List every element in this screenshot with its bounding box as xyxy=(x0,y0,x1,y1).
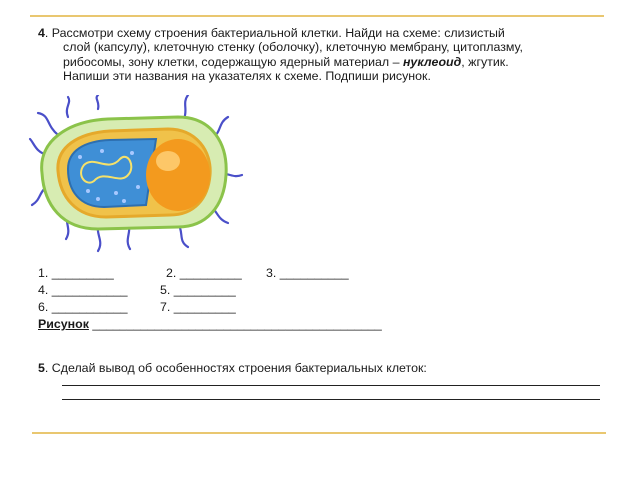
task-4 xyxy=(38,26,608,83)
conclusion-line-2[interactable] xyxy=(62,399,600,400)
cell-end xyxy=(146,139,210,211)
answer-blank-4[interactable]: 4. ___________ xyxy=(38,283,128,297)
top-rule xyxy=(30,15,604,17)
bacterial-cell-illustration xyxy=(28,95,244,255)
answer-blank-5[interactable]: 5. _________ xyxy=(160,283,236,297)
answer-blank-2[interactable]: 2. _________ xyxy=(166,266,242,280)
figure-caption-row xyxy=(38,316,598,333)
answer-blank-6[interactable]: 6. ___________ xyxy=(38,300,128,314)
task-4-line-3-end: , жгутик. xyxy=(461,54,509,69)
conclusion-line-1[interactable] xyxy=(62,385,600,386)
answer-row-2 xyxy=(38,282,598,299)
answer-blank-7[interactable]: 7. _________ xyxy=(160,300,236,314)
answer-row-3 xyxy=(38,299,598,316)
task-4-line-4: Напиши эти названия на указателях к схеме. Подпиши рисунок. xyxy=(63,68,431,83)
answer-blanks xyxy=(38,265,598,333)
task-4-line-3 xyxy=(38,55,608,69)
task-5 xyxy=(38,361,603,375)
task-5-number: 5 xyxy=(38,361,45,375)
figure-caption xyxy=(38,316,382,333)
figure-label: Рисунок xyxy=(38,317,89,331)
task-4-number: 4 xyxy=(38,26,45,40)
figure-caption-blank[interactable]: __________________________________________ xyxy=(88,317,382,331)
task-5-text: . Сделай вывод об особенностях строения бактериальных клеток: xyxy=(44,361,427,375)
task-4-line-3-start: рибосомы, зону клетки, содержащую ядерный материал – xyxy=(63,54,403,69)
task-4-line-2: слой (капсулу), клеточную стенку (оболочку), клеточную мембрану, цитоплазму, xyxy=(63,40,523,55)
answer-row-1 xyxy=(38,265,598,282)
task-4-text xyxy=(38,26,608,83)
answer-blank-3[interactable]: 3. __________ xyxy=(266,266,349,280)
nucleoid-term: нуклеоид xyxy=(402,54,462,69)
task-4-text-start: . Рассмотри схему строения бактериальной клетки. Найди на схеме: слизистый xyxy=(44,26,505,40)
bottom-rule xyxy=(32,432,606,434)
answer-blank-1[interactable]: 1. _________ xyxy=(38,266,114,280)
